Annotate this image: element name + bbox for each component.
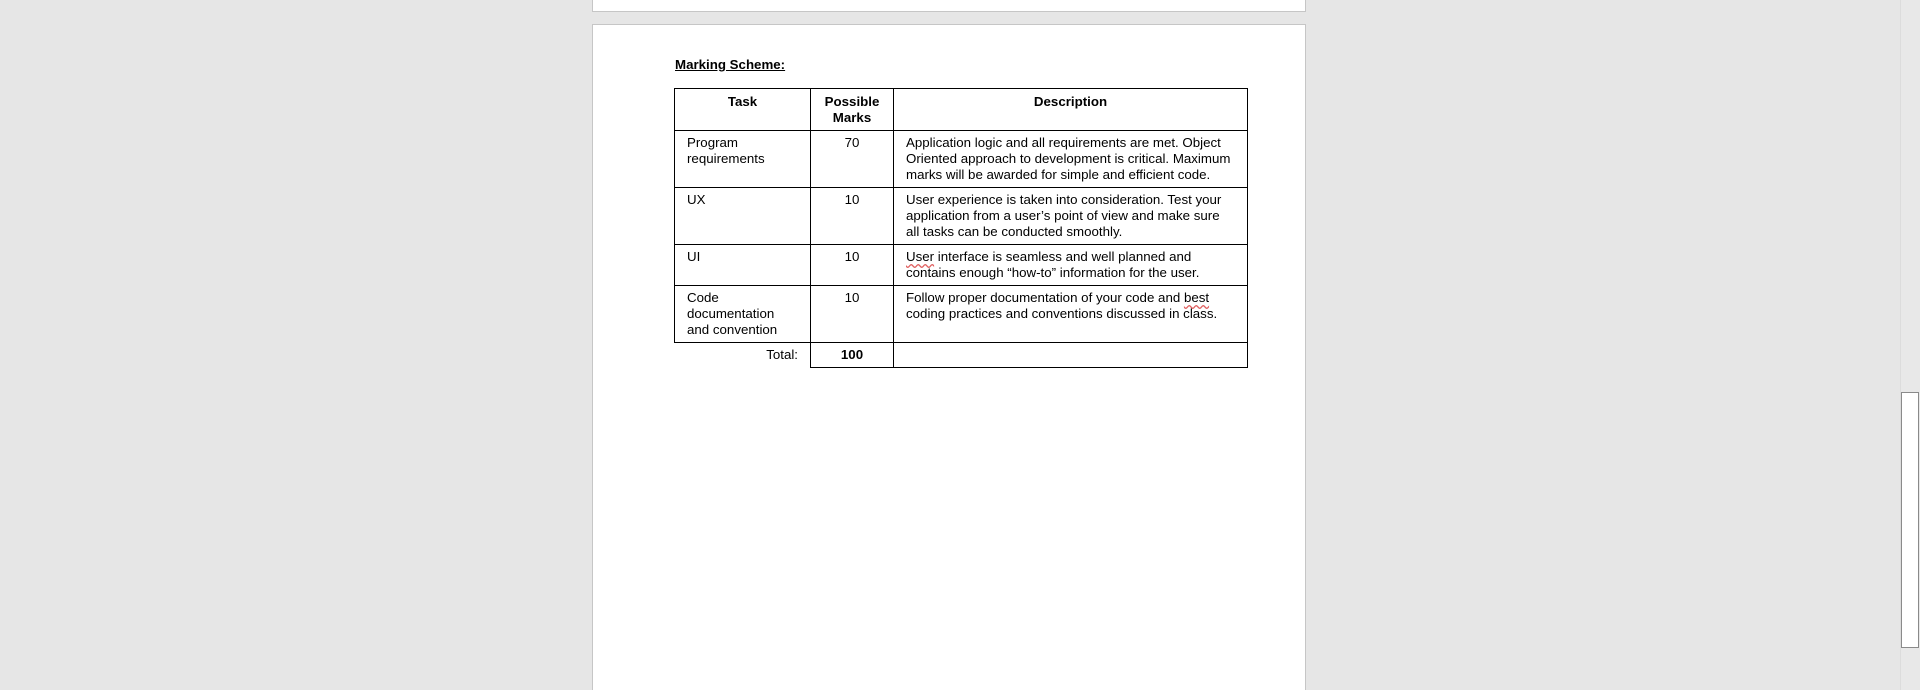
total-label: Total: xyxy=(766,347,798,362)
section-heading: Marking Scheme: xyxy=(675,57,786,72)
header-marks-line2: Marks xyxy=(832,110,872,125)
total-row xyxy=(675,343,1248,368)
header-description: Description xyxy=(894,89,1248,131)
marks-cell: 10 xyxy=(811,188,894,245)
table-header-row xyxy=(675,89,1248,131)
marking-scheme-table xyxy=(674,88,1248,368)
table-row xyxy=(675,286,1248,343)
task-cell: Program requirements xyxy=(675,131,811,188)
task-cell: Code documentation and convention xyxy=(675,286,811,343)
table-row xyxy=(675,245,1248,286)
marks-cell: 70 xyxy=(811,131,894,188)
task-cell: UX xyxy=(675,188,811,245)
task-cell: UI xyxy=(675,245,811,286)
document-page xyxy=(592,24,1306,690)
description-text: Follow proper documentation of your code and xyxy=(906,290,1184,305)
total-value: 100 xyxy=(811,343,894,368)
header-possible-marks xyxy=(811,89,894,131)
marks-cell: 10 xyxy=(811,286,894,343)
header-marks-line1: Possible xyxy=(824,94,880,109)
spellcheck-flagged-word[interactable]: User xyxy=(906,249,935,264)
vertical-scrollbar[interactable] xyxy=(1900,0,1920,690)
total-empty-cell xyxy=(894,343,1248,368)
description-cell xyxy=(894,286,1248,343)
description-cell: Application logic and all requirements are met. Object Oriented approach to development is critical. Maximum marks will be awarded for simple and efficient code. xyxy=(894,131,1248,188)
spellcheck-flagged-word[interactable]: best xyxy=(1183,290,1210,305)
previous-page xyxy=(592,0,1306,12)
description-text: interface is seamless and well planned and contains enough “how-to” information for the user. xyxy=(906,249,1200,280)
description-text: coding practices and conventions discussed in class. xyxy=(906,306,1218,321)
description-cell xyxy=(894,245,1248,286)
description-cell: User experience is taken into consideration. Test your application from a user’s point of view and make sure all tasks can be conducted smoothly. xyxy=(894,188,1248,245)
marks-cell: 10 xyxy=(811,245,894,286)
scrollbar-thumb[interactable] xyxy=(1901,392,1919,648)
table-row xyxy=(675,188,1248,245)
header-task: Task xyxy=(675,89,811,131)
table-row xyxy=(675,131,1248,188)
